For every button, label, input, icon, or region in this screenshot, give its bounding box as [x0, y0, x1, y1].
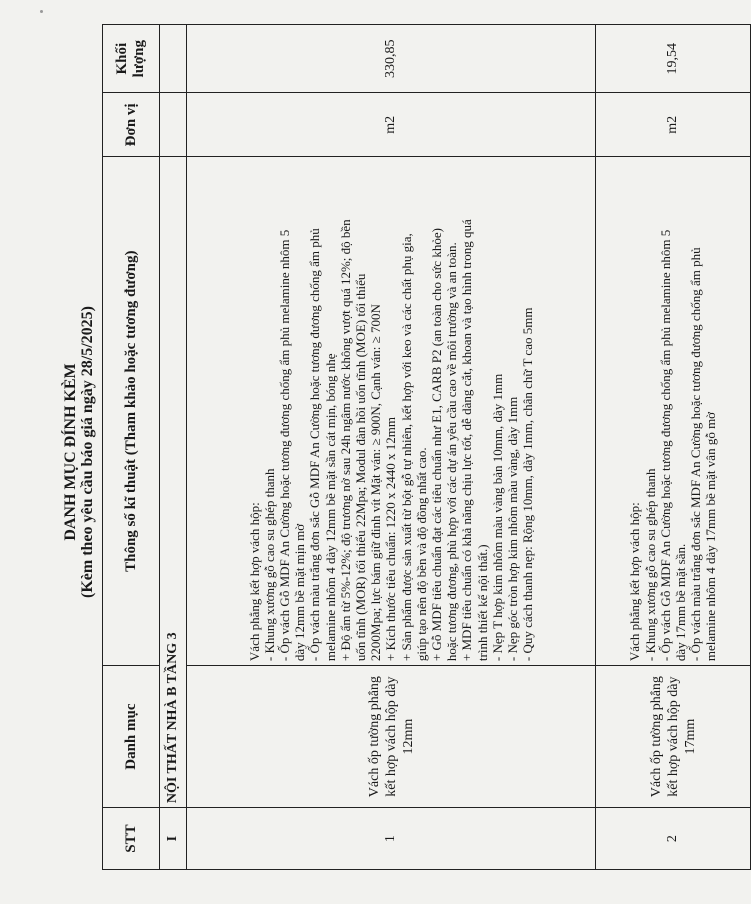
- spec-line: - Quy cách thanh nẹp: Rộng 10mm, dày 1mm, chân chữ T cao 5mm: [520, 307, 536, 662]
- row-unit: m2: [187, 93, 596, 157]
- spec-line: melamine nhôm 4 dày 17mm bề mặt vân gỗ mờ: [703, 411, 719, 662]
- spec-line: - Ốp vách màu trắng đơn sắc Gỗ MDF An Cường hoặc tương đương chống ẩm phủ: [307, 228, 323, 662]
- spec-line: Vách phẳng kết hợp vách hộp:: [246, 502, 262, 662]
- spec-line: - Ốp vách màu trắng đơn sắc MDF An Cường hoặc tương đương chống ẩm phủ: [688, 247, 704, 662]
- spec-line: uốn tĩnh (MOR) tối thiểu 22Mpa; Modul đàn hồi uốn tĩnh (MOE) tối thiểu: [352, 273, 368, 662]
- row-quantity: 19,54: [596, 25, 751, 93]
- spec-line: - Khung xương gỗ cao su ghép thanh: [642, 468, 658, 662]
- spec-line: Vách phẳng kết hợp vách hộp:: [627, 502, 643, 662]
- spec-line: dày 12mm bề mặt mịn mờ: [292, 523, 308, 662]
- header-stt: STT: [103, 808, 160, 870]
- spec-line: + Kích thước tiêu chuẩn: 1220 x 2440 x 12mm: [383, 417, 399, 662]
- row-spec: [187, 157, 596, 666]
- row-spec: [596, 157, 751, 666]
- row-category: Vách ốp tường phẳng kết hợp vách hộp dày 17mm: [596, 666, 751, 808]
- spec-line: + Độ ẩm từ 5%-12%; độ trương nở sau 24h ngâm nước không vượt quá 12%; độ bền: [337, 219, 353, 662]
- row-unit: m2: [596, 93, 751, 157]
- spec-line: trình thiết kế nội thất.): [474, 544, 490, 662]
- spec-line: - Nẹp T hợp kim nhôm màu vàng bản 10mm, dày 1mm: [489, 373, 505, 662]
- row-stt: 2: [596, 808, 751, 870]
- spec-line: - Nẹp góc tròn hợp kim nhôm màu vàng, dày 1mm: [505, 396, 521, 662]
- section-empty-unit: [160, 93, 187, 157]
- document-subtitle: (Kèm theo yêu cầu báo giá ngày 28/5/2025): [79, 306, 96, 598]
- header-category: Danh mục: [103, 666, 160, 808]
- spec-line: - Ốp vách Gỗ MDF An Cường hoặc tương đương chống ẩm phủ melamine nhôm 5: [657, 229, 673, 662]
- spec-line: melamine nhôm 4 dày 12mm bề mặt sần cát mịn, bóng nhẹ: [322, 353, 338, 662]
- header-spec: Thông số kĩ thuật (Tham khảo hoặc tương đương): [103, 157, 160, 666]
- header-quantity: Khối lượng: [103, 25, 160, 93]
- table-row: [596, 25, 751, 870]
- document-title: DANH MỤC ĐÍNH KÈM: [62, 363, 79, 541]
- items-table: [102, 24, 751, 870]
- section-empty-qty: [160, 25, 187, 93]
- spec-line: dày 17mm bề mặt sần.: [673, 543, 688, 662]
- spec-line: hoặc tương đương, phù hợp với các dự án yêu cầu cao về môi trường và an toàn.: [444, 242, 460, 662]
- spec-line: 2200Mpa; lực bám giữ đinh vít Mặt ván: ≥ 900N, Cạnh ván: ≥ 700N: [368, 304, 384, 662]
- row-stt: 1: [187, 808, 596, 870]
- section-index: I: [160, 808, 187, 870]
- spec-line: - Khung xương gỗ cao su ghép thanh: [261, 468, 277, 662]
- spec-line: + Sản phẩm được sản xuất từ bột gỗ tự nhiên, kết hợp với keo và các chất phụ gia,: [398, 233, 414, 662]
- table-header-row: [103, 25, 160, 870]
- row-category: Vách ốp tường phẳng kết hợp vách hộp dày 12mm: [187, 666, 596, 808]
- spec-line: - Ốp vách Gỗ MDF An Cường hoặc tương đương chống ẩm phủ melamine nhôm 5: [276, 229, 292, 662]
- table-row: [187, 25, 596, 870]
- row-quantity: 330,85: [187, 25, 596, 93]
- spec-line: + MDF tiêu chuẩn có khả năng chịu lực tốt, dễ dàng cắt, khoan và tạo hình trong quá: [459, 219, 475, 662]
- header-unit: Đơn vị: [103, 93, 160, 157]
- section-row: [160, 25, 187, 870]
- section-label: NỘI THẤT NHÀ B TẦNG 3: [160, 157, 187, 808]
- spec-line: + Gỗ MDF tiêu chuẩn đạt các tiêu chuẩn như E1, CARB P2 (an toàn cho sức khỏe): [429, 228, 444, 662]
- spec-line: giúp tạo nên độ bền và độ đồng nhất cao.: [413, 447, 429, 662]
